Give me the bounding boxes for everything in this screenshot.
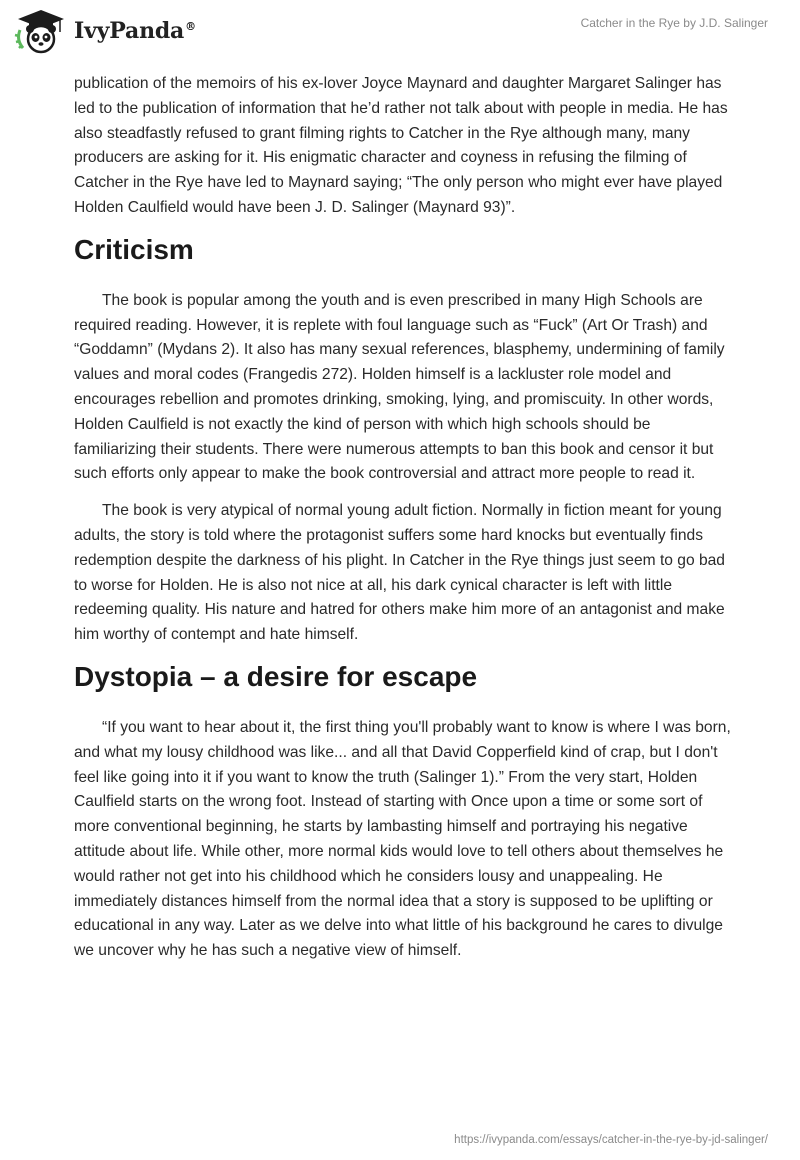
dystopia-paragraph-1: “If you want to hear about it, the first thing you'll probably want to know is where I was born, and what my lousy childhood was like... and all that David Copperfield kind of crap, but I don't feel like going into it if you want to know the truth (Salinger 1).” From the very start, Holden Caulfield starts on the wrong foot. Instead of starting with Once upon a time or some sort of more conventional beginning, he starts by lambasting himself and portraying his negative attitude about life. While other, more normal kids would love to tell others about themselves he would rather not get into his childhood which he considers lousy and unappealing. He immediately distances himself from the normal idea that a story is supposed to be uplifting or educational in any way. Later as we delve into what little of his background he cares to divulge we uncover why he has such a negative view of himself. bbox=[74, 718, 731, 960]
essay-body bbox=[74, 72, 734, 976]
criticism-paragraph-2: The book is very atypical of normal young adult fiction. Normally in fiction meant for young adults, the story is told where the protagonist suffers some hard knocks but eventually finds redemption despite the darkness of his plight. In Catcher in the Rye things just seem to go bad to worse for Holden. He is also not nice at all, his dark cynical character is left with little redeeming quality. His nature and hatred for others make him more of an antagonist and make him worthy of contempt and hate himself. bbox=[74, 502, 725, 644]
source-url[interactable]: https://ivypanda.com/essays/catcher-in-the-rye-by-jd-salinger/ bbox=[454, 1134, 768, 1146]
registered-mark: ® bbox=[185, 19, 196, 33]
page-header bbox=[0, 0, 800, 70]
panda-graduate-icon bbox=[14, 8, 68, 54]
document-title: Catcher in the Rye by J.D. Salinger bbox=[580, 16, 768, 30]
criticism-paragraph-1: The book is popular among the youth and is even prescribed in many High Schools are required reading. However, it is replete with foul language such as “Fuck” (Art Or Trash) and “Goddamn” (Mydans 2). It also has many sexual references, blasphemy, undermining of family values and moral codes (Frangedis 272). Holden himself is a lackluster role model and encourages rebellion and promotes drinking, smoking, lying, and promiscuity. In other words, Holden Caulfield is not exactly the kind of person with which high schools should be familiarizing their students. There were numerous attempts to ban this book and censor it but such efforts only appear to make the book controversial and attract more people to read it. bbox=[74, 291, 725, 483]
intro-paragraph: publication of the memoirs of his ex-lover Joyce Maynard and daughter Margaret Salinger has led to the publication of information that he’d rather not talk about with people in media. He has also steadfastly refused to grant filming rights to Catcher in the Rye although many, many producers are asking for it. His enigmatic character and coyness in refusing the filming of Catcher in the Rye have led to Maynard saying; “The only person who might ever have played Holden Caulfield would have been J. D. Salinger (Maynard 93)”. bbox=[74, 75, 728, 216]
section-heading-dystopia: Dystopia – a desire for escape bbox=[74, 660, 478, 692]
section-heading-criticism: Criticism bbox=[74, 233, 194, 265]
ivypanda-logo[interactable] bbox=[14, 8, 196, 54]
brand-name: IvyPanda® bbox=[74, 18, 196, 44]
